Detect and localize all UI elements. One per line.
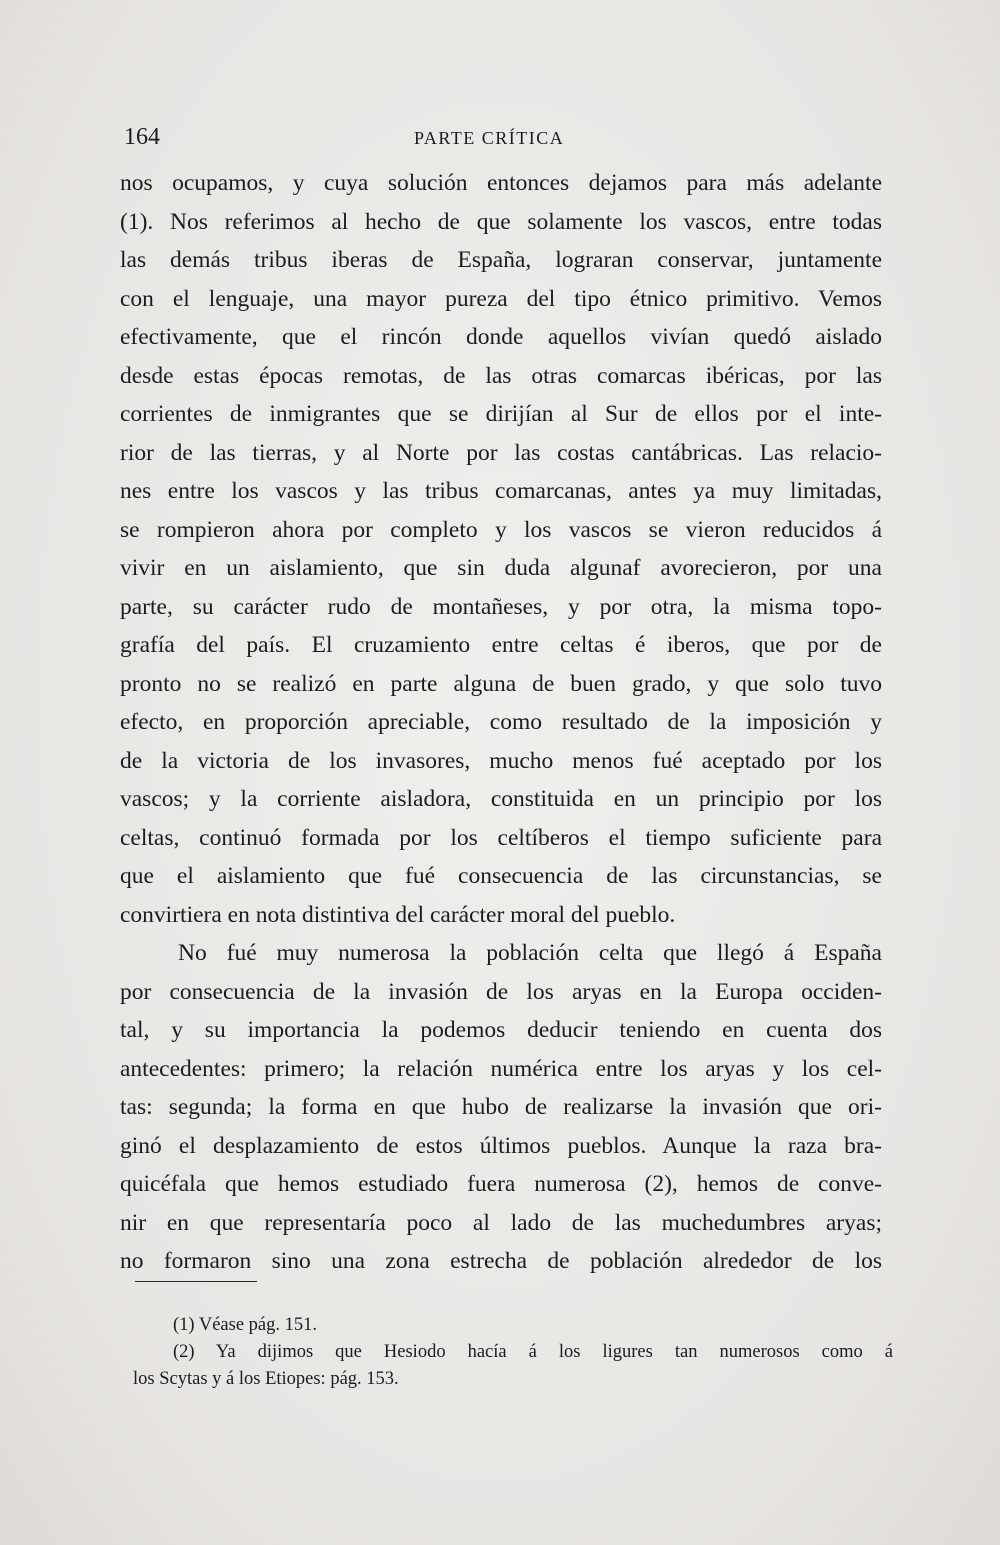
text-line: desde estas épocas remotas, de las otras comarcas ibéricas, por las (120, 362, 882, 389)
text-line: de la victoria de los invasores, mucho menos fué aceptado por los (120, 747, 882, 774)
text-line: ginó el desplazamiento de estos últimos pueblos. Aunque la raza bra- (120, 1132, 882, 1159)
text-line: por consecuencia de la invasión de los aryas en la Europa occiden- (120, 978, 882, 1005)
text-line: celtas, continuó formada por los celtíberos el tiempo suficiente para (120, 824, 882, 851)
footnote-divider (135, 1281, 257, 1282)
page-header (124, 124, 882, 156)
footnote-2: (2) Ya dijimos que Hesiodo hacía á los ligures tan numerosos como á (173, 1342, 893, 1362)
text-line: pronto no se realizó en parte alguna de buen grado, y que solo tuvo (120, 670, 882, 697)
text-line: antecedentes: primero; la relación numérica entre los aryas y los cel- (120, 1055, 882, 1082)
text-line: con el lenguaje, una mayor pureza del tipo étnico primitivo. Vemos (120, 285, 882, 312)
running-head: PARTE CRÍTICA (414, 128, 565, 148)
text-line: se rompieron ahora por completo y los vascos se vieron reducidos á (120, 516, 882, 543)
footnote-1: (1) Véase pág. 151. (173, 1315, 318, 1335)
text-line: nir en que representaría poco al lado de las muchedumbres aryas; (120, 1209, 882, 1236)
text-line: las demás tribus iberas de España, lograran conservar, juntamente (120, 247, 882, 273)
text-line: nos ocupamos, y cuya solución entonces dejamos para más adelante (120, 170, 882, 196)
text-line: vascos; y la corriente aisladora, constituida en un principio por los (120, 786, 882, 812)
text-line: parte, su carácter rudo de montañeses, y por otra, la misma topo- (120, 593, 882, 620)
text-line: efectivamente, que el rincón donde aquellos vivían quedó aislado (120, 324, 882, 350)
text-line: efecto, en proporción apreciable, como resultado de la imposición y (120, 709, 882, 735)
footnote-2-continuation: los Scytas y á los Etiopes: pág. 153. (133, 1369, 399, 1389)
text-line: no formaron sino una zona estrecha de población alrededor de los (120, 1248, 882, 1274)
text-line: quicéfala que hemos estudiado fuera numerosa (2), hemos de conve- (120, 1171, 882, 1197)
text-line: (1). Nos referimos al hecho de que solamente los vascos, entre todas (120, 208, 882, 235)
text-line: tal, y su importancia la podemos deducir teniendo en cuenta dos (120, 1017, 882, 1043)
text-line: nes entre los vascos y las tribus comarcanas, antes ya muy limitadas, (120, 478, 882, 504)
text-line: vivir en un aislamiento, que sin duda algunaf avorecieron, por una (120, 555, 882, 581)
footnotes (133, 1312, 893, 1393)
paragraph-start-line: No fué muy numerosa la población celta que llegó á España (178, 940, 882, 966)
paragraph-end-line: convirtiera en nota distintiva del carácter moral del pueblo. (120, 901, 676, 928)
text-line: corrientes de inmigrantes que se dirijían al Sur de ellos por el inte- (120, 401, 882, 427)
text-line: que el aislamiento que fué consecuencia de las circunstancias, se (120, 863, 882, 889)
body-text (120, 164, 882, 1281)
text-line: grafía del país. El cruzamiento entre celtas é iberos, que por de (120, 632, 882, 658)
text-line: rior de las tierras, y al Norte por las costas cantábricas. Las relacio- (120, 439, 882, 466)
text-line: tas: segunda; la forma en que hubo de realizarse la invasión que ori- (120, 1094, 882, 1120)
page-number: 164 (124, 124, 160, 150)
